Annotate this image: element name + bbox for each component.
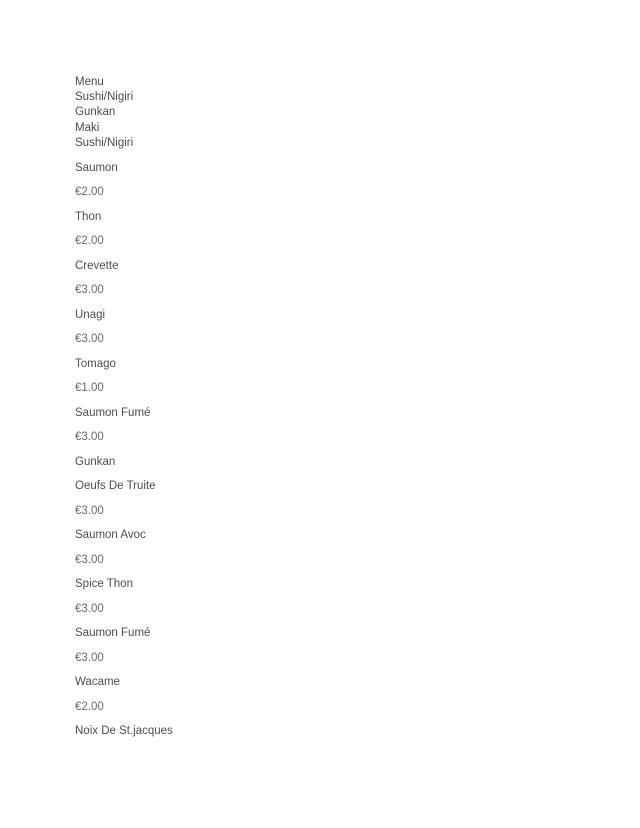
menu-page	[75, 75, 595, 744]
item-name: Saumon	[75, 161, 118, 174]
nav-item-maki[interactable]: Maki	[75, 121, 100, 134]
item-price: €3.00	[75, 431, 104, 444]
item-price: €1.00	[75, 382, 104, 395]
section-title-gunkan: Gunkan	[75, 455, 116, 468]
item-name: Unagi	[75, 308, 106, 321]
nav-item-menu[interactable]: Menu	[75, 76, 104, 88]
item-price: €3.00	[75, 504, 104, 517]
item-price: €2.00	[75, 186, 104, 199]
item-name: Spice Thon	[75, 578, 133, 591]
nav-item-gunkan[interactable]: Gunkan	[75, 106, 116, 119]
item-name: Saumon Avoc	[75, 529, 146, 542]
item-name: Crevette	[75, 259, 119, 272]
item-price: €3.00	[75, 553, 104, 566]
item-name: Saumon Fumé	[75, 406, 151, 419]
item-price: €2.00	[75, 235, 104, 248]
item-name: Thon	[75, 210, 102, 223]
item-price: €3.00	[75, 651, 104, 664]
item-price: €2.00	[75, 700, 104, 713]
item-name: Oeufs De Truite	[75, 480, 156, 493]
item-name: Noix De St.jacques	[75, 725, 173, 738]
section-title-sushi-nigiri: Sushi/Nigiri	[75, 136, 134, 149]
gunkan-section	[75, 450, 595, 744]
item-price: €3.00	[75, 602, 104, 615]
item-price: €3.00	[75, 333, 104, 346]
item-price: €3.00	[75, 284, 104, 297]
menu-navigation	[75, 75, 595, 151]
item-name: Saumon Fumé	[75, 627, 151, 640]
item-name: Tomago	[75, 357, 116, 370]
item-name: Wacame	[75, 676, 120, 689]
nav-item-sushi-nigiri[interactable]: Sushi/Nigiri	[75, 91, 134, 104]
sushi-nigiri-section	[75, 156, 595, 450]
